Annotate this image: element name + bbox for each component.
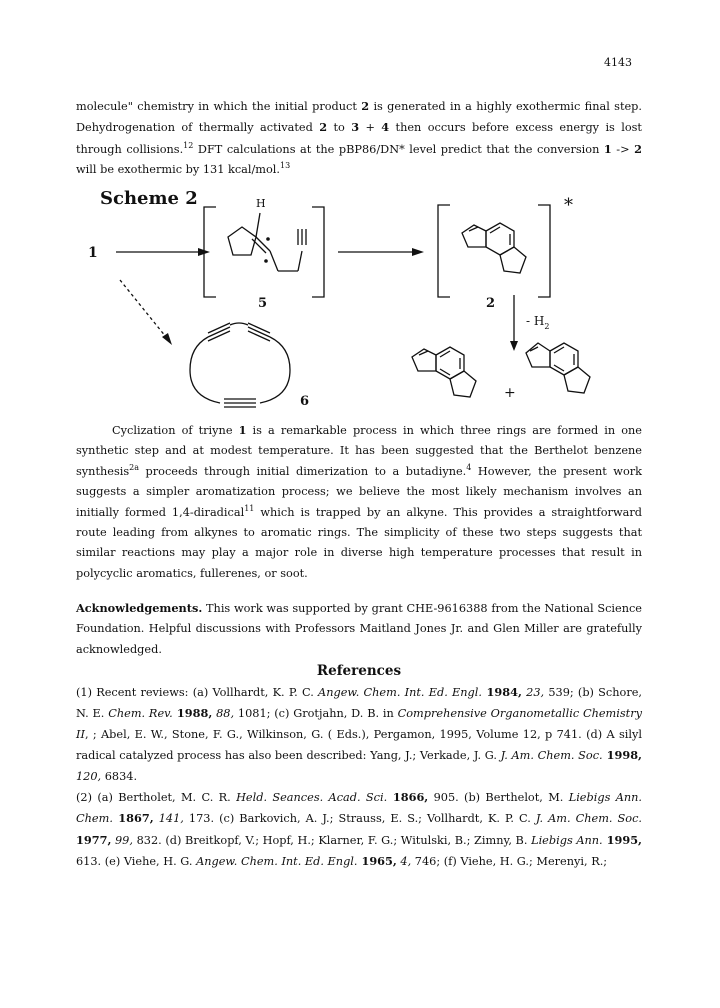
label-1: 1 (88, 245, 98, 261)
ack-heading: Acknowledgements. (76, 601, 203, 615)
scheme-2-diagram (80, 185, 640, 425)
structure-6 (190, 323, 290, 407)
label-6: 6 (300, 394, 310, 409)
structure-4 (526, 343, 590, 393)
structure-5 (228, 213, 306, 271)
label-5: 5 (258, 296, 268, 311)
minus-h2: - $H_2$ (526, 314, 550, 331)
intro-paragraph: molecule" chemistry in which the initial product 2 is generated in a highly exothermic final step. Dehydrogenation of thermally activated 2 to 3 + 4 then occurs before excess energy is lost through collisions.$^{12}$ DFT calculations at the pBP86/DN* level predict that the conversion 1 -> 2 will be exothermic by 131 kcal/mol.$^{13}$ (76, 99, 642, 177)
label-H: H (256, 197, 266, 210)
label-2: 2 (486, 296, 496, 311)
cyclization-paragraph: Cyclization of triyne 1 is a remarkable process in which three rings are formed in one synthetic step and at modest temperature. It has been suggested that the Berthelot benzene synthesis$^{2a}$ proceeds through initial dimerization to a butadiyne.$^4$ However, the present work suggests a simpler aromatization process; we believe the most likely mechanism involves an initially formed 1,4-diradical$^{11}$ which is trapped by an alkyne. This provides a straightforward route leading from alkynes to aromatic rings. The simplicity of these two steps suggests that similar reactions may play a major role in diverse high temperature processes that result in polycyclic aromatics, fullerenes, or soot. (76, 423, 642, 580)
scheme-title: Scheme 2 (100, 188, 198, 209)
references-section (76, 660, 642, 873)
acknowledgements: Acknowledgements. This work was supported by grant CHE-9616388 from the National Science Foundation. Helpful discussions with Professors Maitland Jones Jr. and Glen Miller are gratefully acknowledged. (76, 601, 642, 656)
page-number: 4143 (604, 56, 632, 69)
references-heading: References (316, 663, 402, 679)
structure-2 (462, 223, 526, 273)
plus-sign: + (504, 385, 516, 401)
star: * (564, 195, 573, 216)
structure-3 (412, 347, 476, 397)
reference-1: (1) Recent reviews: (a) Vollhardt, K. P. C. Angew. Chem. Int. Ed. Engl. 1984, 23, 539; (b) Schore, N. E. Chem. Rev. 1988, 88, 1081; (c) Grotjahn, D. B. in Comprehensive Organometallic Chemistry II, ; Abel, E. W., Stone, F. G., Wilkinson, G. ( Eds.), Pergamon, 1995, Volume 12, p 741. (d) A silyl radical catalyzed process has also been described: Yang, J.; Verkade, J. G. J. Am. Chem. Soc. 1998, 120, 6834. (76, 685, 643, 783)
reference-2: (2) (a) Bertholet, M. C. R. Held. Seances. Acad. Sci. 1866, 905. (b) Berthelot, M. Liebigs Ann. Chem. 1867, 141, 173. (c) Barkovich, A. J.; Strauss, E. S.; Vollhardt, K. P. C. J. Am. Chem. Soc. 1977, 99, 832. (d) Breitkopf, V.; Hopf, H.; Klarner, F. G.; Witulski, B.; Zimny, B. Liebigs Ann. 1995, 613. (e) Viehe, H. G. Angew. Chem. Int. Ed. Engl. 1965, 4, 746; (f) Viehe, H. G.; Merenyi, R.; (76, 790, 643, 869)
